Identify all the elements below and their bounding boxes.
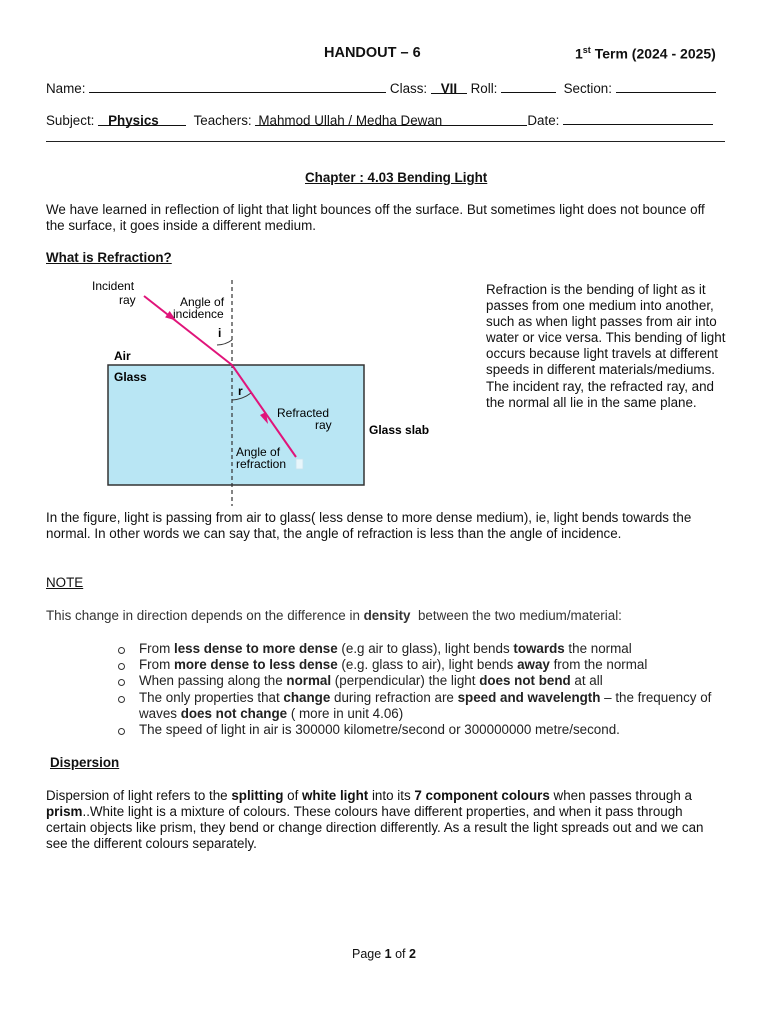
subject-value: Physics bbox=[108, 113, 159, 128]
term-text: Term (2024 - 2025) bbox=[590, 45, 716, 62]
date-field[interactable] bbox=[563, 112, 713, 125]
bullet-icon bbox=[118, 663, 125, 670]
teachers-label: Teachers: bbox=[193, 113, 252, 128]
list-item: The speed of light in air is 300000 kilometre/second or 300000000 metre/second. bbox=[118, 722, 728, 738]
bullet-icon bbox=[118, 728, 125, 735]
term-label bbox=[575, 45, 716, 62]
bullet-icon bbox=[118, 696, 125, 703]
list-item: The only properties that change during refraction are speed and wavelength – the frequency of waves does not change ( more in unit 4.06) bbox=[118, 690, 728, 722]
bullet-icon bbox=[118, 647, 125, 654]
list-item: When passing along the normal (perpendicular) the light does not bend at all bbox=[118, 673, 728, 689]
refraction-diagram bbox=[86, 276, 476, 508]
figure-explanation: In the figure, light is passing from air to glass( less dense to more dense medium), ie, light bends towards the normal. In other words we can say that, the angle of refraction is less than the angle of incidence. bbox=[46, 510, 692, 541]
incident-ray-label-2: ray bbox=[119, 293, 136, 307]
class-label: Class: bbox=[389, 81, 428, 96]
dispersion-paragraph: Dispersion of light refers to the splitting of white light into its 7 component colours when passes through a prism..White light is a mixture of colours. These colours have different properties, and when it pass through certain objects like prism, they bend or change direction differently. As a result the light spreads out and we can see the different colours separately. bbox=[46, 788, 704, 851]
r-label: r bbox=[238, 384, 243, 398]
roll-label: Roll: bbox=[470, 81, 498, 96]
chapter-title: Chapter : 4.03 Bending Light bbox=[305, 170, 488, 185]
air-label: Air bbox=[114, 349, 131, 363]
refraction-definition: Refraction is the bending of light as it passes from one medium into another, such as when light passes from air into water or vice versa. This bending of light occurs because light travels at different speeds in different materials/mediums. The incident ray, the refracted ray, and the normal all lie in the same plane. bbox=[486, 282, 726, 410]
dispersion-heading: Dispersion bbox=[50, 755, 120, 770]
name-label: Name: bbox=[46, 81, 86, 96]
header-divider bbox=[46, 141, 725, 142]
note-intro-text-a: This change in direction depends on the difference in bbox=[46, 608, 364, 623]
i-label: i bbox=[218, 326, 222, 340]
refraction-heading: What is Refraction? bbox=[46, 250, 172, 265]
subject-label: Subject: bbox=[46, 113, 95, 128]
term-superscript: st bbox=[582, 45, 591, 55]
note-list bbox=[118, 641, 728, 738]
note-intro-text-c: between the two medium/material: bbox=[410, 608, 622, 623]
date-label: Date: bbox=[527, 113, 560, 128]
page-footer: Page 1 of 2 bbox=[352, 947, 416, 961]
angle-refraction-label-2: refraction bbox=[236, 457, 287, 471]
glass-label: Glass bbox=[114, 370, 147, 384]
note-heading: NOTE bbox=[46, 575, 84, 590]
section-label: Section: bbox=[563, 81, 612, 96]
angle-refraction-label-1: Angle of bbox=[236, 445, 281, 459]
intro-paragraph: We have learned in reflection of light that light bounces off the surface. But sometimes light does not bounce off the surface, it goes inside a different medium. bbox=[46, 202, 705, 233]
list-item: From more dense to less dense (e.g. glass to air), light bends away from the normal bbox=[118, 657, 728, 673]
handout-title: HANDOUT – 6 bbox=[324, 45, 421, 61]
page-number: 1 bbox=[384, 947, 392, 961]
teachers-field[interactable] bbox=[255, 113, 527, 126]
note-intro-density: density bbox=[363, 608, 411, 623]
section-field[interactable] bbox=[616, 80, 716, 93]
term-number: 1 bbox=[575, 45, 583, 62]
teachers-value: Mahmod Ullah / Medha Dewan bbox=[258, 113, 443, 128]
roll-field[interactable] bbox=[501, 80, 556, 93]
class-value: VII bbox=[440, 81, 458, 96]
note-intro bbox=[46, 608, 726, 624]
bullet-icon bbox=[118, 679, 125, 686]
glass-slab-label: Glass slab bbox=[369, 423, 430, 437]
ray-exit-mark bbox=[296, 459, 303, 469]
name-row bbox=[46, 80, 736, 96]
incident-ray-label-1: Incident bbox=[92, 279, 135, 293]
subject-row bbox=[46, 112, 736, 128]
incidence-angle-arc bbox=[217, 340, 232, 345]
refracted-ray-label-2: ray bbox=[315, 418, 332, 432]
angle-incidence-label-2: incidence bbox=[173, 307, 224, 321]
class-field[interactable] bbox=[431, 81, 467, 94]
angle-incidence-label-1: Angle of bbox=[180, 295, 225, 309]
list-item: From less dense to more dense (e.g air to glass), light bends towards the normal bbox=[118, 641, 728, 657]
subject-field[interactable] bbox=[98, 113, 186, 126]
page-total: 2 bbox=[409, 947, 416, 961]
name-field[interactable] bbox=[89, 80, 386, 93]
refracted-ray-label-1: Refracted bbox=[277, 406, 330, 420]
